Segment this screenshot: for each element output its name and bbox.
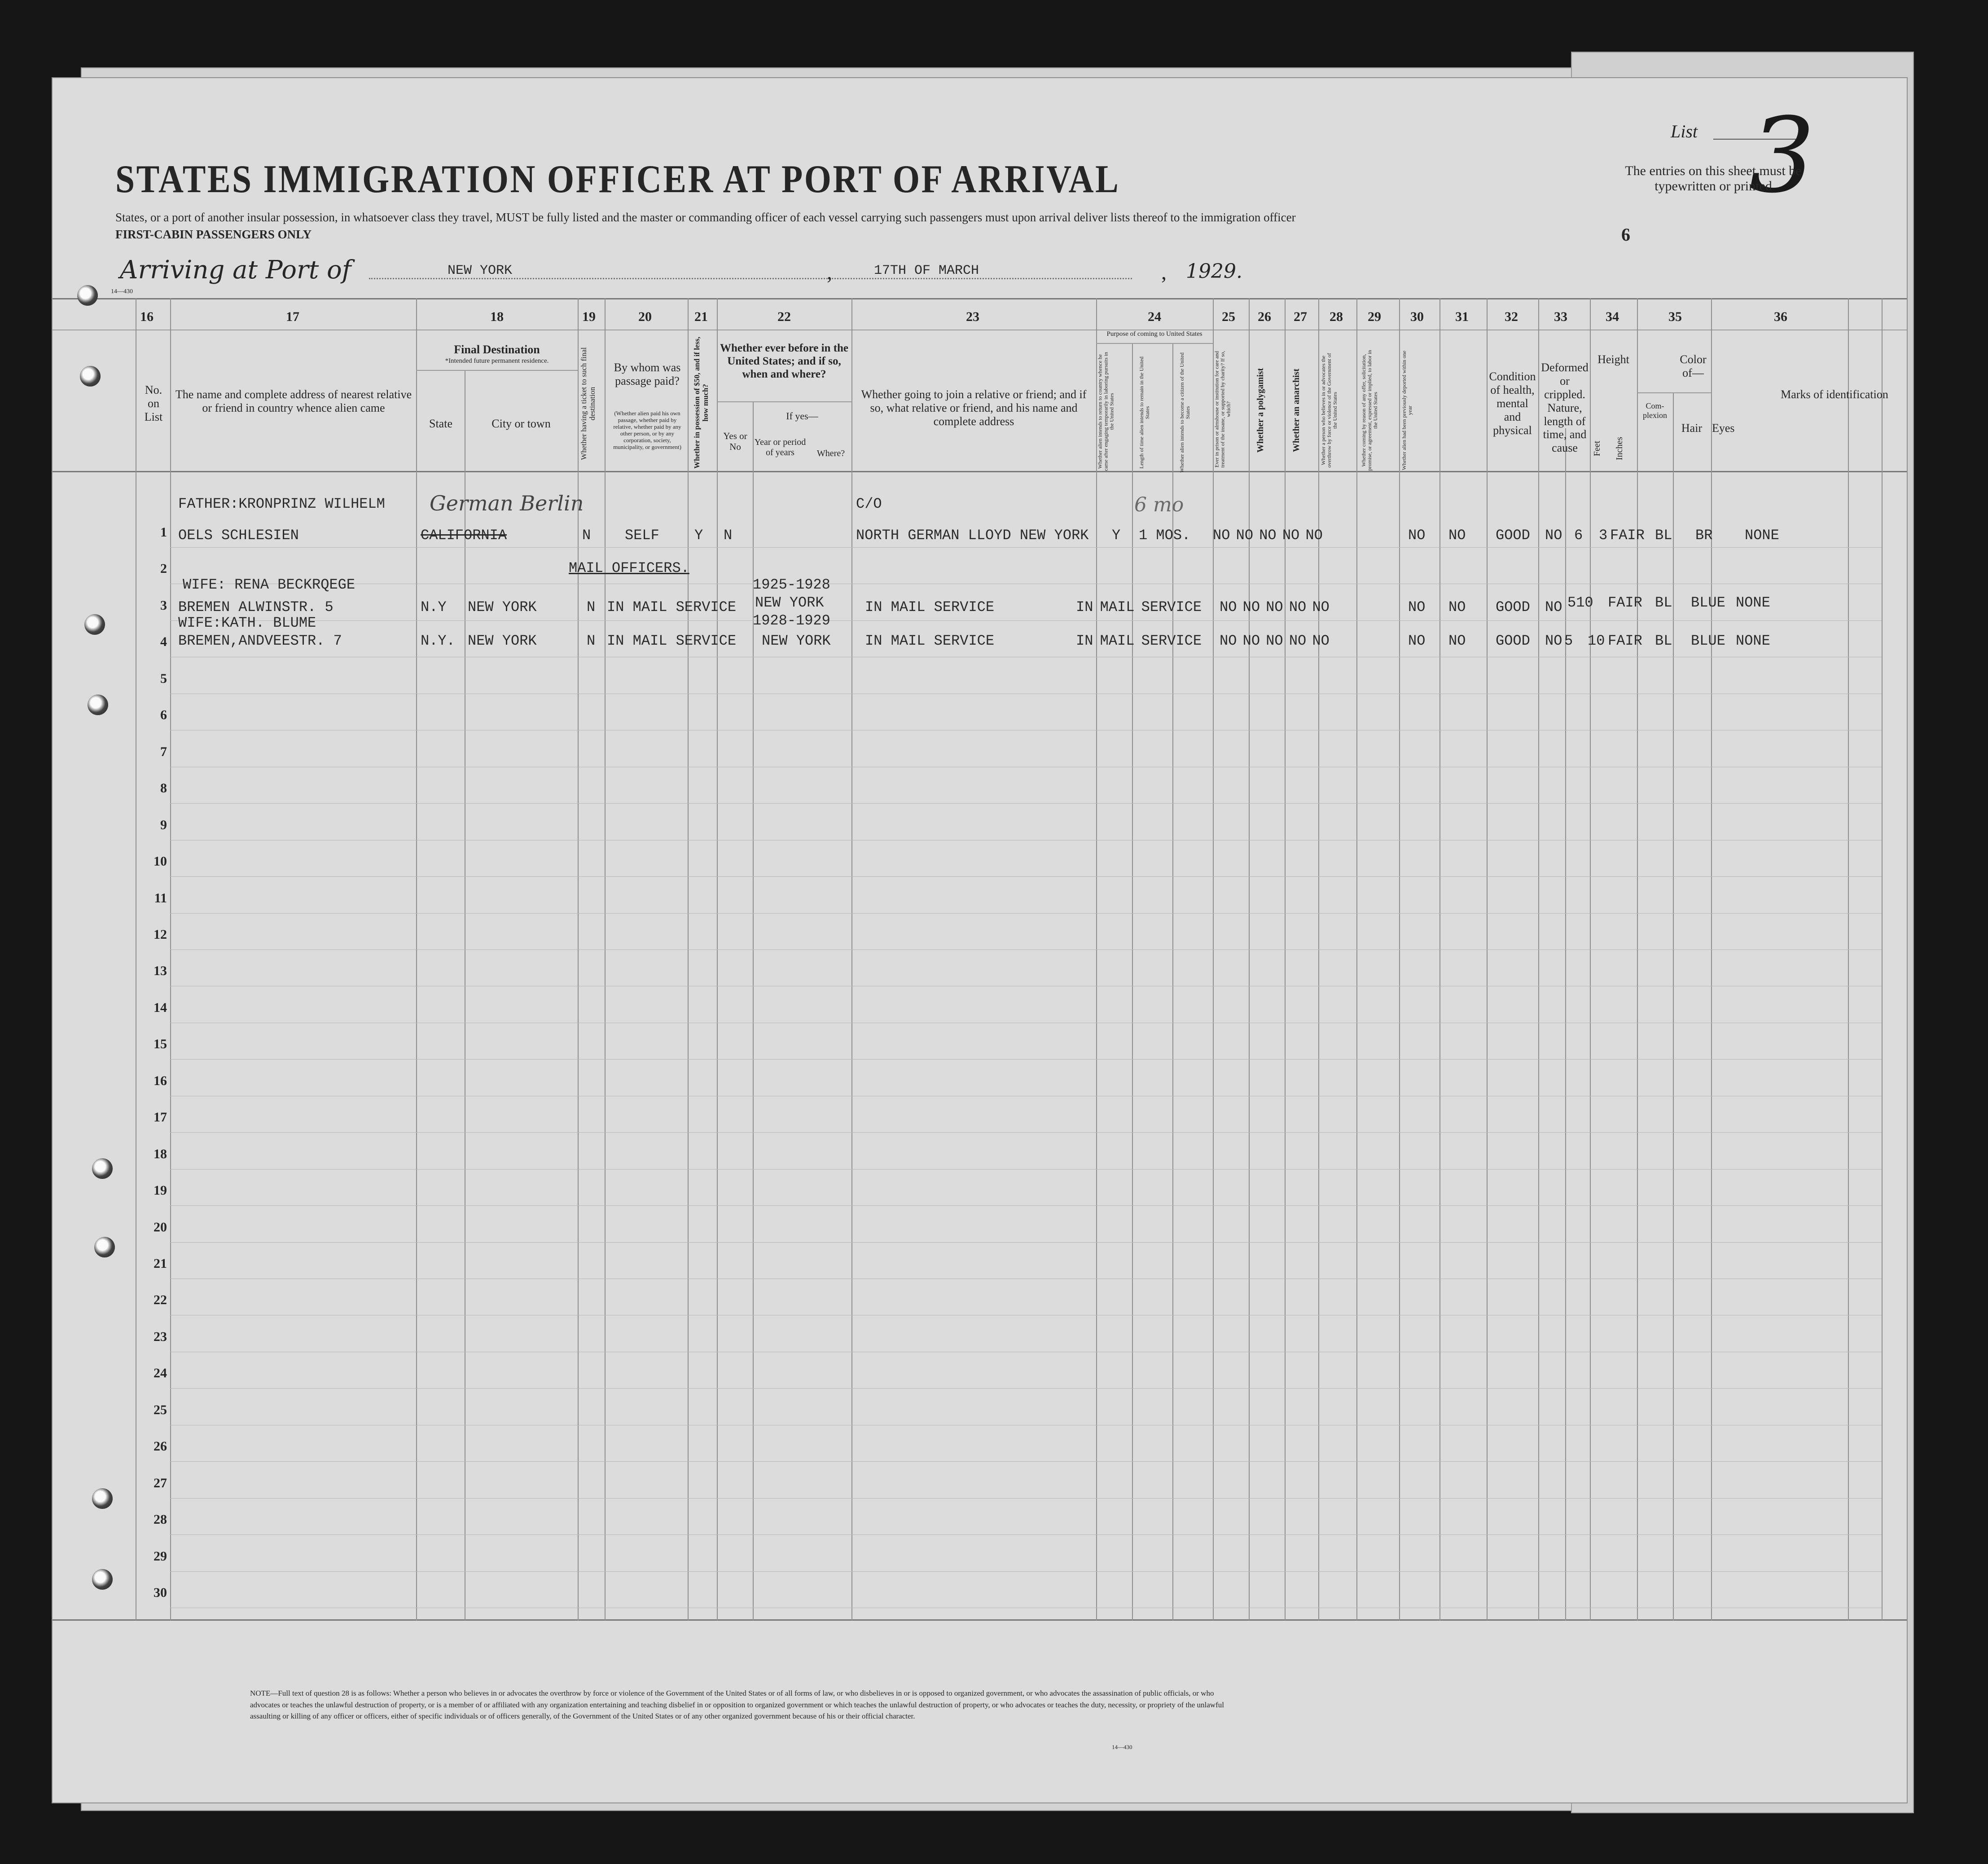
column-number: 34 — [1606, 309, 1619, 324]
r1-handwritten-length: 6 mo — [1134, 493, 1184, 516]
column-line — [1637, 298, 1638, 1620]
column-line — [1439, 298, 1440, 1620]
row-number: 25 — [154, 1402, 167, 1417]
column-line — [1565, 428, 1566, 1620]
header-polygamist: Whether a polygamist — [1255, 368, 1265, 453]
r1-flags: NO NO NO NO NO — [1213, 527, 1323, 544]
r4-hair: BL — [1655, 633, 1672, 649]
row-number: 26 — [154, 1439, 167, 1454]
row-number: 3 — [160, 598, 167, 613]
r4-eyes: BLUE — [1691, 633, 1725, 649]
r4-years: 1928-1929 — [753, 612, 830, 629]
header-passage-paid-sub: (Whether alien paid his own passage, whether paid by relative, whether paid by any other person, or by any corporation, society, municipality, or government) — [613, 410, 681, 450]
row-number: 23 — [154, 1329, 167, 1344]
r3-paid: IN MAIL SERVICE — [607, 599, 737, 615]
row-rule — [170, 547, 1882, 548]
arriving-label: Arriving at Port of — [120, 255, 351, 285]
punch-hole — [77, 285, 98, 306]
column-number: 33 — [1554, 309, 1567, 324]
row-number: 28 — [154, 1512, 167, 1527]
row-number: 9 — [160, 817, 167, 832]
r4-inches: 10 — [1588, 633, 1605, 649]
column-line — [1249, 298, 1250, 1620]
r1-relative-top: FATHER:KRONPRINZ WILHELM — [178, 496, 385, 512]
column-number: 32 — [1505, 309, 1518, 324]
punch-hole — [92, 1569, 113, 1590]
column-number: 17 — [286, 309, 299, 324]
header-join-relative: Whether going to join a relative or friend; and if so, what relative or friend, and his name and complete address — [861, 388, 1087, 428]
row-number: 8 — [160, 781, 167, 796]
header-subrule — [1096, 343, 1213, 344]
column-line — [1132, 343, 1133, 1620]
row-number: 14 — [154, 1000, 167, 1015]
header-feet: Feet — [1592, 440, 1602, 457]
r4-feet: 5 — [1564, 633, 1573, 649]
r1-ticket: N — [582, 527, 591, 544]
header-city: City or town — [492, 417, 551, 430]
column-line — [1673, 392, 1674, 1620]
header-subrule — [1637, 392, 1711, 393]
column-number: 30 — [1410, 309, 1424, 324]
column-line — [1318, 298, 1319, 1620]
r3-health: GOOD — [1496, 599, 1530, 615]
r1-eyes: BR — [1695, 527, 1713, 544]
r1-deported: NO — [1448, 527, 1466, 544]
port-name: NEW YORK — [448, 263, 513, 278]
header-hair: Hair — [1681, 422, 1703, 435]
r1-hair: BL — [1655, 527, 1672, 544]
r3-where: NEW YORK — [755, 594, 824, 611]
r3-years: 1925-1928 — [753, 576, 830, 593]
row-number: 16 — [154, 1073, 167, 1088]
form-code: 14—430 — [111, 288, 133, 295]
column-number: 28 — [1330, 309, 1343, 324]
r1-handwritten-destination: German Berlin — [430, 491, 584, 515]
r3-marks: NONE — [1736, 594, 1770, 611]
row-number: 15 — [154, 1037, 167, 1052]
column-line — [605, 298, 606, 1620]
r1-labor: NO — [1408, 527, 1426, 544]
r4-where: NEW YORK — [762, 633, 831, 649]
header-purpose-length: Length of time alien intends to remain in the United States — [1138, 356, 1151, 469]
header-labor-offer: Whether coming by reason of any offer, solicitation, promise, or agreement, expressed or implied, to labor in the United States — [1360, 350, 1379, 471]
header-bottom-rule — [53, 471, 1908, 472]
row-number: 1 — [160, 525, 167, 540]
punch-hole — [92, 1158, 113, 1179]
punch-hole — [84, 614, 105, 635]
column-number: 36 — [1774, 309, 1787, 324]
header-subrule — [416, 370, 578, 371]
row-rule — [170, 803, 1882, 804]
row-number: 11 — [154, 890, 167, 906]
header-passage-paid: By whom was passage paid? — [614, 361, 681, 387]
r4-city: NEW YORK — [468, 633, 537, 649]
punch-hole — [88, 695, 108, 715]
r4-relative-top: WIFE:KATH. BLUME — [178, 615, 316, 631]
header-purpose-return: Whether alien intends to return to country whence he came after engaging temporarily in laboring pursuits in the United States — [1097, 352, 1115, 471]
r4-relative: BREMEN,ANDVEESTR. 7 — [178, 633, 342, 649]
arrival-date: 17TH OF MARCH — [874, 263, 979, 278]
header-complexion: Com-plexion — [1643, 401, 1667, 420]
sheet-number: 6 — [1621, 224, 1630, 245]
column-line — [1285, 298, 1286, 1620]
column-number: 20 — [638, 309, 652, 324]
r1-length: 1 MOS. — [1139, 527, 1191, 544]
subtitle-line: States, or a port of another insular possession, in whatsoever class they travel, MUST be fully listed and the master or commanding officer of each vessel carrying such passengers must upon arrival deliver lists thereof to the immigration officer — [115, 211, 1296, 224]
header-subrule — [717, 401, 851, 402]
header-ticket: Whether having a ticket to such final destination — [579, 347, 597, 460]
r4-purpose: IN MAIL SERVICE — [1076, 633, 1202, 649]
column-number: 23 — [966, 309, 979, 324]
r4-flags: NO NO NO NO NO — [1220, 633, 1330, 649]
row-number: 21 — [154, 1256, 167, 1271]
column-number: 19 — [582, 309, 596, 324]
r4-ticket: N — [587, 633, 596, 649]
header-marks: Marks of identification — [1781, 388, 1888, 401]
class-line: FIRST-CABIN PASSENGERS ONLY — [115, 228, 312, 241]
r4-join: IN MAIL SERVICE — [865, 633, 995, 649]
row-rule — [170, 876, 1882, 877]
column-line — [1711, 298, 1712, 1620]
row-number: 24 — [154, 1366, 167, 1381]
header-final-destination: Final Destination — [454, 343, 540, 356]
header-if-yes: If yes— — [786, 410, 818, 422]
row-number: 29 — [154, 1548, 167, 1564]
column-number: 18 — [490, 309, 504, 324]
r3-flags: NO NO NO NO NO — [1220, 599, 1330, 615]
entries-note: The entries on this sheet must be typewritten or printed — [1625, 163, 1802, 193]
r1-inches: 3 — [1599, 527, 1608, 544]
punch-hole — [92, 1488, 113, 1509]
header-relative: The name and complete address of nearest relative or friend in country whence alien came — [175, 388, 412, 414]
header-state: State — [429, 417, 452, 430]
r1-marks: NONE — [1745, 527, 1779, 544]
r4-labor: NO — [1408, 633, 1426, 649]
header-anarchist: Whether an anarchist — [1291, 369, 1301, 452]
header-health: Condition of health, mental and physical — [1489, 370, 1536, 437]
r3-purpose: IN MAIL SERVICE — [1076, 599, 1202, 615]
row-rule — [170, 1132, 1882, 1133]
r1-complexion: FAIR — [1610, 527, 1645, 544]
column-line — [1848, 298, 1849, 1620]
row-number: 5 — [160, 671, 167, 686]
page-title: STATES IMMIGRATION OFFICER AT PORT OF ARRIVAL — [115, 158, 1120, 201]
r3-height: 510 — [1567, 594, 1593, 611]
column-line — [170, 298, 171, 1620]
r3-city: NEW YORK — [468, 599, 537, 615]
row-rule — [170, 1242, 1882, 1243]
column-line — [1356, 298, 1357, 1620]
column-number: 29 — [1368, 309, 1381, 324]
punch-hole — [94, 1237, 115, 1257]
r1-health: GOOD — [1496, 527, 1530, 544]
column-line — [1882, 298, 1883, 1620]
header-where: Where? — [816, 448, 845, 458]
r1-feet: 6 — [1574, 527, 1583, 544]
header-prison: Ever in prison or almshouse or institution for care and treatment of the insane, or supported by charity? If so, which? — [1213, 351, 1232, 468]
header-no-on-list: No. on List — [144, 383, 163, 423]
header-year-period: Year or period of years — [754, 437, 806, 457]
header-final-destination-sub: *Intended future permanent residence. — [445, 357, 549, 365]
r3-complexion: FAIR — [1608, 594, 1642, 611]
r3-eyes: BLUE — [1691, 594, 1725, 611]
mail-officers-heading: MAIL OFFICERS. — [569, 560, 689, 576]
r3-hair: BL — [1655, 594, 1672, 611]
column-line — [688, 298, 689, 1620]
column-line — [1590, 298, 1591, 1620]
header-money: Whether in possession of $50, and if less, how much? — [693, 337, 710, 469]
header-purpose: Purpose of coming to United States — [1106, 330, 1202, 338]
footer-form-code: 14—430 — [1112, 1744, 1132, 1750]
row-rule — [170, 913, 1882, 914]
column-number: 26 — [1258, 309, 1271, 324]
row-rule — [170, 1461, 1882, 1462]
row-number: 30 — [154, 1585, 167, 1600]
header-height: Height — [1597, 353, 1629, 366]
r1-money: Y — [694, 527, 703, 544]
row-number: 27 — [154, 1475, 167, 1490]
row-rule — [170, 1205, 1882, 1206]
row-number: 17 — [154, 1110, 167, 1125]
r3-relative: BREMEN ALWINSTR. 5 — [178, 599, 334, 615]
r3-labor: NO — [1408, 599, 1426, 615]
column-number: 24 — [1148, 309, 1161, 324]
r3-ticket: N — [587, 599, 596, 615]
r4-paid: IN MAIL SERVICE — [607, 633, 737, 649]
header-before-us: Whether ever before in the United States; and if so, when and where? — [720, 342, 849, 380]
column-number: 22 — [777, 309, 791, 324]
r3-join: IN MAIL SERVICE — [865, 599, 995, 615]
header-color: Color of— — [1680, 353, 1707, 379]
table-bottom-rule — [53, 1619, 1908, 1621]
r1-paid: SELF — [625, 527, 659, 544]
footer-note: NOTE—Full text of question 28 is as follows: Whether a person who believes in or advocates the overthrow by force or violence of the Government of the United States or of all forms of law, or who disbelieves in or is opposed to organized government, or who advocates the assassination of public officials, or who advocates or teaches the unlawful destruction of property, or is a member of or affiliated with any organization entertaining and teaching disbelief in or opposition to organized government or which teaches the unlawful destruction of property, or who advocates or teaches the duty, necessity, or propriety of the unlawful assaulting or killing of any officer or officers, either of specific individuals or of officers generally, of the Government of the United States or of any other organized government because of his or their official character. — [250, 1689, 1224, 1720]
row-number: 4 — [160, 634, 167, 650]
comma: , — [1161, 260, 1167, 284]
row-number: 18 — [154, 1146, 167, 1161]
column-number: 16 — [140, 309, 154, 324]
r3-state: N.Y — [421, 599, 447, 615]
r4-deported: NO — [1448, 633, 1466, 649]
column-number: 25 — [1222, 309, 1235, 324]
row-number: 12 — [154, 927, 167, 942]
r1-state: CALIFORNIA — [421, 527, 507, 544]
column-line — [717, 298, 718, 1620]
row-number: 6 — [160, 708, 167, 723]
r1-return: Y — [1112, 527, 1121, 544]
row-number: 7 — [160, 744, 167, 759]
column-number: 31 — [1455, 309, 1469, 324]
column-line — [1399, 298, 1400, 1620]
row-number: 20 — [154, 1219, 167, 1235]
column-number: 35 — [1668, 309, 1682, 324]
row-number: 2 — [160, 561, 167, 576]
row-rule — [170, 1571, 1882, 1572]
header-question-28: Whether a person who believes in or advocates the overthrow by force or violence of the Government of the United States — [1320, 353, 1338, 468]
column-line — [1096, 298, 1097, 1620]
r4-complexion: FAIR — [1608, 633, 1642, 649]
table-top-rule — [53, 298, 1908, 299]
header-deformed: Deformed or crippled. Nature, length of time, and cause — [1541, 361, 1589, 455]
row-number: 22 — [154, 1292, 167, 1308]
r1-relative: OELS SCHLESIEN — [178, 527, 299, 544]
manifest-sheet: List 3 The entries on this sheet must be typewritten or printed 6 STATES IMMIGRATION OFFICER AT PORT OF ARRIVAL States, or a port of another insular possession, in whatsoever class they travel, MUST be fully listed and the master or commanding officer of each vessel carrying such passengers must upon arrival deliver lists thereof to the immigration officer FIRST-CABIN PASSENGERS ONLY Arriving at Port of NEW YORK , 17TH OF MARCH , 1929. 14—430 16 17 18 19 20 21 22 23 24 25 26 27 28 29 30 31 32 33 34 35 36 No. on List The name and complete address of nearest relative or friend in country whence alien came Final Destination *Intended future permanent residence. State City or town Whether having a ticket to such final destination By whom was passage paid? (Whether alien paid his own passage, whether paid by relative, whether paid by any other person, or by any corporation, society, municipality, or government) Whether in possession of $50, and if less, how much? Whether ever before in the United States; and if so, when and where? Yes or No If yes— Year or period of years Where? Whether going to join a relative or friend; and if so, what relative or friend, and his name and complete address Purpose of coming to United States Whether alien intends to return to country whence he came after engaging temporarily in laboring pursuits in the United States Length of time alien intends to remain in the United States Whether alien intends to become a citizen of the United States Ever in prison or almshouse or institution for care and treatment of the insane, or supported by charity? If so, which? Whether a polygamist Whether an anarchist Whether a person who believes in or advocates the overthrow by force or violence of the Government of the United States Whether coming by reason of any offer, solicitation, promise, or agreement, expressed or implied, to labor in the United States Whether alien had been previously deported within one year Condition of health, mental and physical Deformed or crippled. Nature, length of time, and cause Height Feet Inches Com-plexion Color of— Hair Eyes Marks of identification 1 2 3 4 5 6 7 8 9 10 11 12 13 14 15 16 17 18 19 20 21 22 23 24 25 26 27 28 29 30 FATHER:KRONPRINZ WILHELM OELS SCHLESIEN CALIFORNIA German Berlin N SELF Y N C/O NORTH GERMAN LLOYD NEW YORK Y 1 MOS. 6 mo NO NO NO NO NO NO NO GOOD NO 6 3 FAIR BL BR NONE MAIL OFFICERS. WIFE: RENA BECKRQEGE BREMEN ALWINSTR. 5 N.Y NEW YORK N IN MAIL SERVICE 1925-1928 NEW YORK IN MAIL SERVICE IN MAIL SERVICE NO NO NO NO NO NO NO GOOD NO 510 FAIR BL BLUE NONE WIFE:KATH. BLUME BREMEN,ANDVEESTR. 7 N.Y. NEW YORK N IN MAIL SERVICE 1928-1929 NEW YORK IN MAIL SERVICE IN MAIL SERVICE NO NO NO NO NO NO NO GOOD NO 5 10 FAIR BL BLUE NONE NOTE—Full text of question 28 is as follows: Whether a person who believes in or advocates the overthrow by force or violence of the Government of the United States or of all forms of law, or who disbelieves in or is opposed to organized government, or who advocates the assassination of public officials, or who advocates or teaches the unlawful destruction of property, or is a member of or affiliated with any organization entertaining and teaching disbelief in or opposition to organized government or which teaches the unlawful destruction of property, or who advocates or teaches the duty, necessity, or propriety of the unlawful assaulting or killing of any officer or officers, either of specific individuals or of officers generally, of the Government of the United States or of any other organized government because of his or their official character. 14—430 — [52, 77, 1908, 1803]
r3-deported: NO — [1448, 599, 1466, 615]
header-purpose-citizen: Whether alien intends to become a citizen of the United States — [1179, 352, 1191, 473]
column-line — [416, 298, 417, 1620]
punch-hole — [80, 366, 101, 387]
r4-state: N.Y. — [421, 633, 455, 649]
header-deported: Whether alien had been previously deported within one year — [1401, 350, 1413, 470]
column-line — [1538, 298, 1539, 1620]
r3-relative-top: WIFE: RENA BECKRQEGE — [183, 576, 355, 593]
header-yes-no: Yes or No — [723, 431, 747, 453]
row-rule — [170, 1498, 1882, 1499]
column-line — [1213, 298, 1214, 1620]
r4-health: GOOD — [1496, 633, 1530, 649]
comma: , — [827, 260, 832, 284]
arrival-year: 1929. — [1186, 260, 1242, 283]
row-number: 13 — [154, 963, 167, 979]
row-rule — [170, 620, 1882, 621]
row-rule — [170, 1388, 1882, 1389]
column-line — [851, 298, 852, 1620]
list-number: 3 — [1749, 96, 1815, 216]
list-label: List — [1671, 121, 1698, 141]
row-rule — [170, 1534, 1882, 1535]
header-inches: Inches — [1615, 436, 1624, 461]
column-number: 21 — [694, 309, 708, 324]
column-line — [1487, 298, 1488, 1620]
r3-deformed: NO — [1545, 599, 1562, 615]
r1-join: NORTH GERMAN LLOYD NEW YORK — [856, 527, 1089, 544]
r1-before: N — [724, 527, 733, 544]
r4-deformed: NO — [1545, 633, 1562, 649]
r1-join-top: C/O — [856, 496, 882, 512]
column-number: 27 — [1294, 309, 1307, 324]
r1-deformed: NO — [1545, 527, 1562, 544]
r4-marks: NONE — [1736, 633, 1770, 649]
row-number: 10 — [154, 854, 167, 869]
row-number: 19 — [154, 1183, 167, 1198]
